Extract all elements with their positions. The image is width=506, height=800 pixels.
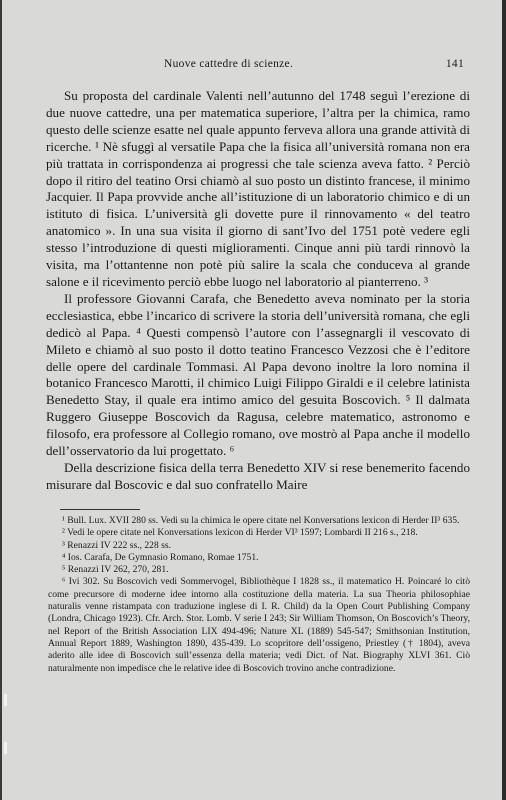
book-page [2,0,502,800]
footnote: ⁵ Renazzi IV 262, 270, 281. [62,564,169,576]
footnotes [48,515,470,675]
footnote: ⁴ Ios. Carafa, De Gymnasio Romano, Romae 1751. [62,551,259,563]
footnote: ¹ Bull. Lux. XVII 280 ss. Vedi su la chimica le opere citate nel Konversations lexicon di Herder II³ 635. [62,515,460,526]
footnote-separator [60,509,140,510]
paragraph: Su proposta del cardinale Valenti nell’autunno del 1748 seguì l’erezione di due nuove cattedre, una per matematica superiore, l’altra per la chimica, ramo questo delle scienze esatte nel quale appunto ferveva allora una grande attività di ricerche. ¹ Nè sfuggì al versatile Papa che la fisica all’università romana non era più trattata in corrispondenza ai progressi che tale scienza aveva fatto. ² Perciò dopo il ritiro del teatino Orsi chiamò al suo posto un distinto francese, il minimo Jacquier. Il Papa provvide anche all’istituzione di un laboratorio chimico e di un istituto di fisica. L’università gli dovette pure il rinnovamento « del teatro anatomico ». In una sua visita il giorno di sant’Ivo del 1751 potè vedere egli stesso l’introduzione di questi miglioramenti. Cinque anni più tardi rinnovò la visita, ma l’ottantenne non potè più salire la scala che conduceva al grande salone e il ricevimento perciò ebbe luogo nel laboratorio al pianterreno. ³ [46,88,470,289]
paragraph: Della descrizione fisica della terra Benedetto XIV si rese benemerito facendo misurare dal Boscovic e dal suo confratello Maire [46,459,470,492]
scan-margin-mark [4,742,7,754]
footnote: ² Vedi le opere citate nel Konversations lexicon di Herder VI³ 1597; Lombardi II 216 s., 218. [62,527,418,539]
page-number: 141 [445,58,464,70]
footnote: ³ Renazzi IV 222 ss., 228 ss. [62,539,172,551]
footnote: ⁶ Ivi 302. Su Boscovich vedi Sommervogel, Bibliothèque I 1828 ss., il matematico H. Poincaré lo citò come precursore di moderne idee intorno alla costituzione della materia. La sua Theoria philosophiae naturalis venne ristampata con traduzione inglese di I. R. Child) da la Open Court Publishing Company (Londra, Chicago 1923). Cfr. Arch. Stor. Lomb. V serie I 243; Sir William Thomson, On Boscovich’s Theory, nel Report of the British Association LIX 494-496; Nature XL (1889) 545-547; Smithsonian Institution, Annual Report 1889, Washington 1890, 435-439. Lo scopritore dell’ossigeno, Priestley († 1804), aveva aderito alle idee di Boscovich sull’essenza della materia; vedi Dict. of Nat. Biography XLVI 361. Ciò naturalmente non impedisce che le relative idee di Boscovich trovino anche contradizione. [48,576,470,674]
main-text [46,88,470,494]
scan-margin-mark [4,694,7,706]
page-header [46,58,486,76]
running-title: Nuove cattedre di scienze. [164,58,294,70]
paragraph: Il professore Giovanni Carafa, che Benedetto aveva nominato per la storia ecclesiastica, ebbe l’incarico di scrivere la storia dell’università romana, che egli dedicò al Papa. ⁴ Questi compensò l’autore con l’assegnargli il vescovato di Mileto e chiamò al suo posto il dotto teatino Francesco Vezzosi che è l’editore delle opere del cardinale Tommasi. Al Papa devono inoltre la loro nomina il botanico Francesco Marotti, il chimico Luigi Filippo Giraldi e il celebre latinista Benedetto Stay, il quale era intimo amico del gesuita Boscovich. ⁵ Il dalmata Ruggero Giuseppe Boscovich da Ragusa, celebre matematico, astronomo e filosofo, era professore al Collegio romano, ove mostrò al Papa anche il modello dell’osservatorio da lui progettato. ⁶ [46,290,470,459]
